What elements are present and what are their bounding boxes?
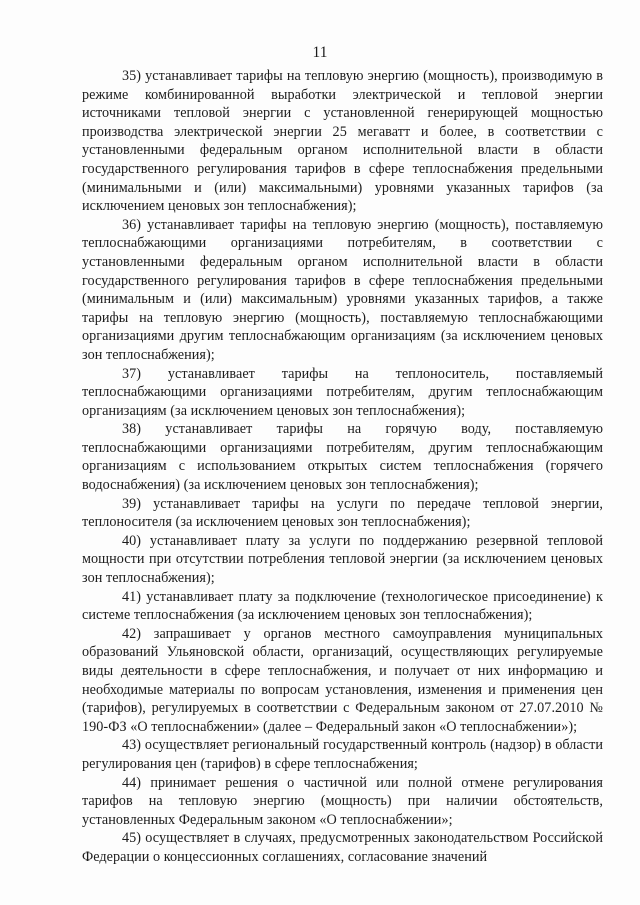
paragraph-43: 43) осуществляет региональный государственный контроль (надзор) в области регулирования цен (тарифов) в сфере теплоснабжения; bbox=[82, 737, 603, 772]
paragraph-35: 35) устанавливает тарифы на тепловую энергию (мощность), производимую в режиме комбинированной выработки электрической и тепловой энергии источниками тепловой энергии с установленной генерирующей мощностью производства электрической энергии 25 мегаватт и более, в соответствии с установленными федеральным органом исполнительной власти в области государственного регулирования тарифов в сфере теплоснабжения предельными (минимальными и (или) максимальными) уровнями указанных тарифов (за исключением ценовых зон теплоснабжения); bbox=[82, 68, 603, 215]
paragraph-37: 37) устанавливает тарифы на теплоноситель, поставляемый теплоснабжающими организациями потребителям, другим теплоснабжающим организациям (за исключением ценовых зон теплоснабжения); bbox=[82, 365, 603, 419]
paragraph-45: 45) осуществляет в случаях, предусмотренных законодательством Российской Федерации о концессионных соглашениях, согласование значений bbox=[82, 830, 603, 865]
paragraph-41: 41) устанавливает плату за подключение (технологическое присоединение) к системе теплоснабжения (за исключением ценовых зон теплоснабжения); bbox=[82, 588, 603, 624]
paragraph-38: 38) устанавливает тарифы на горячую воду, поставляемую теплоснабжающими организациями потребителям, другим теплоснабжающим организациям с использованием открытых систем теплоснабжения (горячего водоснабжения) (за исключением ценовых зон теплоснабжения); bbox=[82, 421, 603, 494]
page-number: 11 bbox=[312, 44, 328, 61]
paragraph-36: 36) устанавливает тарифы на тепловую энергию (мощность), поставляемую теплоснабжающими организациями потребителям, в соответствии с установленными федеральным органом исполнительной власти в области государственного регулирования тарифов в сфере теплоснабжения предельными (минимальным и (или) максимальным) уровнями указанных тарифов, а также тарифы на тепловую энергию (мощность), поставляемую теплоснабжающими организациями другим теплоснабжающим организациям (за исключением ценовых зон теплоснабжения); bbox=[82, 216, 603, 363]
paragraph-42: 42) запрашивает у органов местного самоуправления муниципальных образований Ульяновской области, организаций, осуществляющих регулируемые виды деятельности в сфере теплоснабжения, и получает от них информацию и необходимые материалы по вопросам установления, изменения и применения цен (тарифов), регулируемых в соответствии с Федеральным законом от 27.07.2010 № 190-ФЗ «О теплоснабжении» (далее – Федеральный закон «О теплоснабжении»); bbox=[82, 625, 603, 735]
paragraph-39: 39) устанавливает тарифы на услуги по передаче тепловой энергии, теплоносителя (за исключением ценовых зон теплоснабжения); bbox=[82, 495, 603, 531]
paragraph-40: 40) устанавливает плату за услуги по поддержанию резервной тепловой мощности при отсутствии потребления тепловой энергии (за исключением ценовых зон теплоснабжения); bbox=[82, 532, 603, 587]
paragraph-44: 44) принимает решения о частичной или полной отмене регулирования тарифов на тепловую энергию (мощность) при наличии обстоятельств, установленных Федеральным законом «О теплоснабжении»; bbox=[82, 774, 603, 828]
document-body bbox=[82, 67, 603, 867]
